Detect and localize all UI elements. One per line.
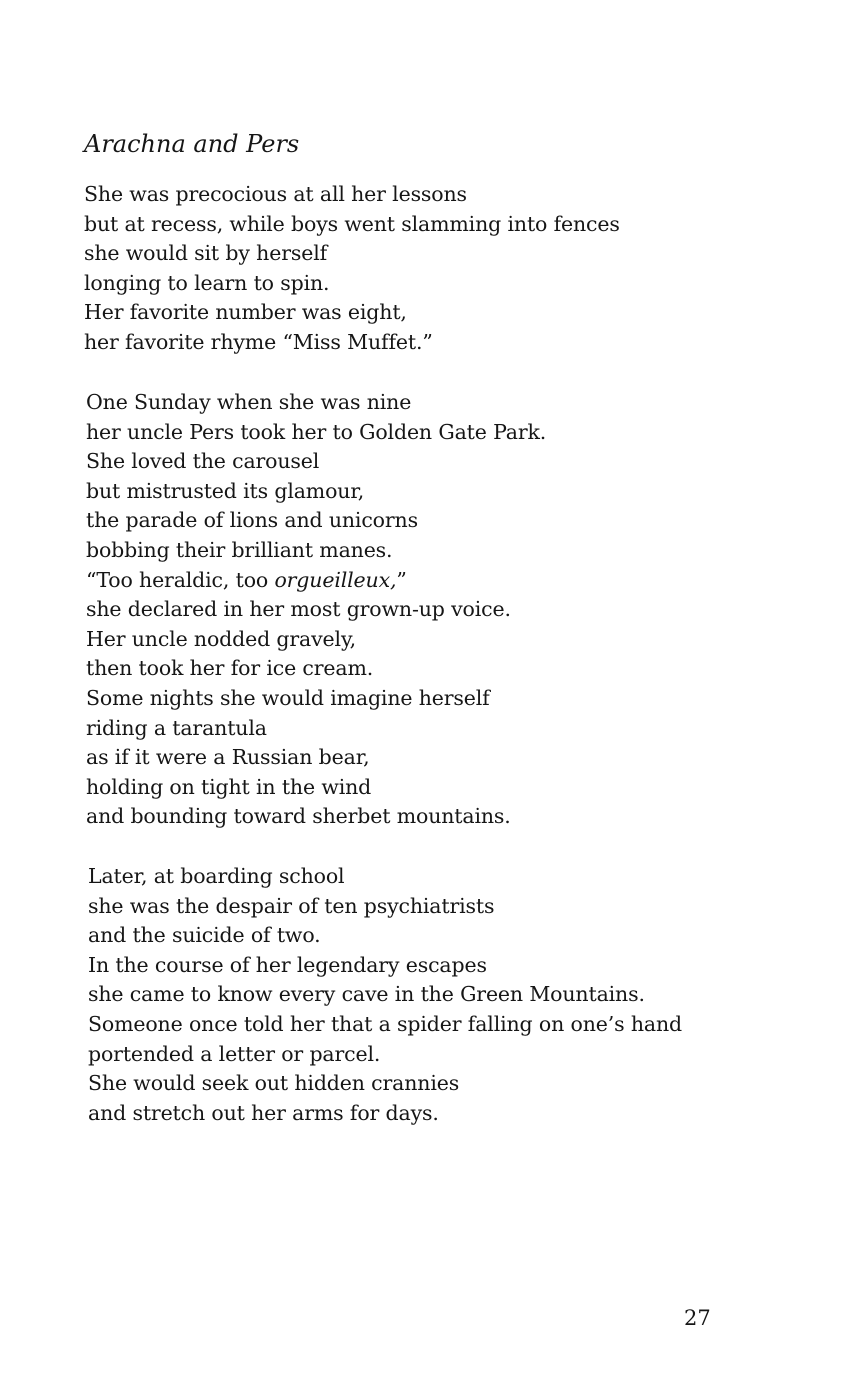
line-start: “Too heraldic, too bbox=[86, 567, 275, 592]
italic-word: orgueilleux, bbox=[274, 567, 397, 592]
poem-line: but mistrusted its glamour, bbox=[86, 478, 365, 503]
poem-line: bobbing their brilliant manes. bbox=[86, 537, 393, 562]
poem-line: Her uncle nodded gravely, bbox=[86, 626, 357, 651]
poem-line: she would sit by herself bbox=[84, 241, 328, 266]
poem-line: Someone once told her that a spider falling on one’s hand bbox=[88, 1011, 682, 1036]
poem-line: her favorite rhyme “Miss Muffet.” bbox=[84, 329, 433, 354]
poem-line: Her favorite number was eight, bbox=[84, 300, 407, 325]
stanza-2 bbox=[86, 388, 546, 832]
poem-line: her uncle Pers took her to Golden Gate Park. bbox=[86, 419, 547, 444]
poem-line: Later, at boarding school bbox=[88, 864, 345, 888]
poem-line: but at recess, while boys went slamming into fences bbox=[84, 211, 620, 236]
poem-line: and bounding toward sherbet mountains. bbox=[86, 804, 511, 829]
poem-line: Some nights she would imagine herself bbox=[86, 685, 490, 710]
poem-line: She was precocious at all her lessons bbox=[84, 182, 467, 206]
stanza-3 bbox=[88, 862, 682, 1128]
poem-line: In the course of her legendary escapes bbox=[88, 952, 487, 977]
poem-line: as if it were a Russian bear, bbox=[86, 745, 370, 770]
page-number: 27 bbox=[684, 1306, 711, 1330]
poem-line: she was the despair of ten psychiatrists bbox=[88, 893, 495, 918]
poem-line: portended a letter or parcel. bbox=[88, 1041, 381, 1066]
stanza-1 bbox=[84, 180, 620, 358]
poem-line: holding on tight in the wind bbox=[86, 774, 372, 799]
poem-line: She would seek out hidden crannies bbox=[88, 1071, 460, 1096]
poem-line: then took her for ice cream. bbox=[86, 656, 374, 681]
poem-line: and the suicide of two. bbox=[88, 923, 321, 948]
poem-line: and stretch out her arms for days. bbox=[88, 1100, 439, 1125]
poem-line: One Sunday when she was nine bbox=[86, 390, 412, 414]
poem-line: the parade of lions and unicorns bbox=[86, 508, 418, 533]
poem-line: she declared in her most grown-up voice. bbox=[86, 597, 511, 622]
poem-line: longing to learn to spin. bbox=[84, 270, 330, 295]
poem-line: She loved the carousel bbox=[86, 449, 320, 474]
line-end: ” bbox=[396, 567, 407, 592]
poem-line: riding a tarantula bbox=[86, 715, 267, 740]
poem-title: Arachna and Pers bbox=[84, 130, 300, 158]
poem-line: she came to know every cave in the Green Mountains. bbox=[88, 982, 645, 1007]
poem-line-mixed bbox=[86, 566, 546, 596]
